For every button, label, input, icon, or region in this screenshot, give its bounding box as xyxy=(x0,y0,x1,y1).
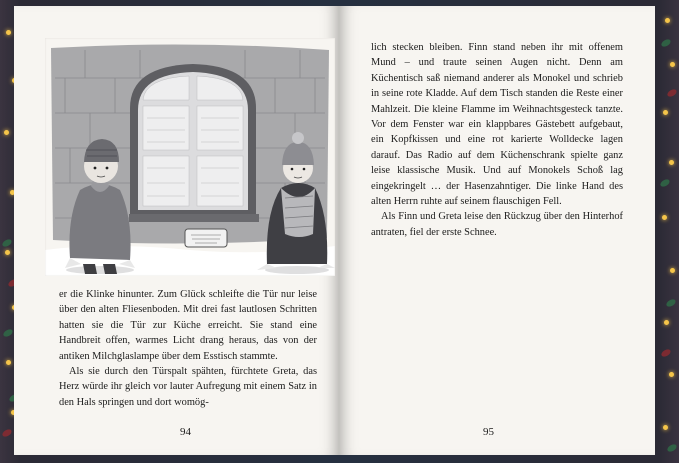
page-number-right: 95 xyxy=(483,426,494,438)
left-page xyxy=(14,6,339,455)
paragraph: er die Klinke hinunter. Zum Glück schleifte die Tür nur leise über den alten Fliesenboden. Mit drei fast lautlosen Schritten hatten sie die Tür zur Küche erreicht. Sie stand eine Handbreit offen, warmes Licht drang heraus, das von der antiken Milchglaslampe über dem Esstisch stammte. xyxy=(59,289,317,362)
right-page-text xyxy=(371,40,623,240)
left-page-text xyxy=(59,287,317,410)
page-number-left: 94 xyxy=(180,426,191,438)
right-page xyxy=(339,6,655,455)
paragraph: Als sie durch den Türspalt spähten, fürchtete Greta, das Herz würde ihr gleich vor lauter Aufregung mit einem Satz in den Hals springen und dort womög- xyxy=(59,366,317,408)
kitchen-window-illustration xyxy=(45,38,335,276)
paragraph: Als Finn und Greta leise den Rückzug über den Hinterhof antraten, fiel der erste Schnee. xyxy=(371,211,623,238)
paragraph: lich stecken bleiben. Finn stand neben ihr mit offenem Mund – und traute seinen Augen nicht. Denn am Küchentisch saß niemand anderer als Monokel und schrieb in seine rote Kladde. Auf dem Tisch standen die Reste einer Mahlzeit. Die kleine Flamme im Weihnachtsgesteck tanzte. Vor dem Fenster war ein klappbares Gästebett aufgebaut, ein Kopfkissen und eine rot karierte Wolldecke lagen darauf. Das Radio auf dem Küchenschrank spielte ganz leise klassische Musik. Und auf Monokels Schoß lag eingekringelt … der Hasenzahntiger. Die linke Hand des alten Herrn ruhte auf seinem flauschigen Fell. xyxy=(371,42,623,208)
fairy-lights-right xyxy=(657,0,679,463)
